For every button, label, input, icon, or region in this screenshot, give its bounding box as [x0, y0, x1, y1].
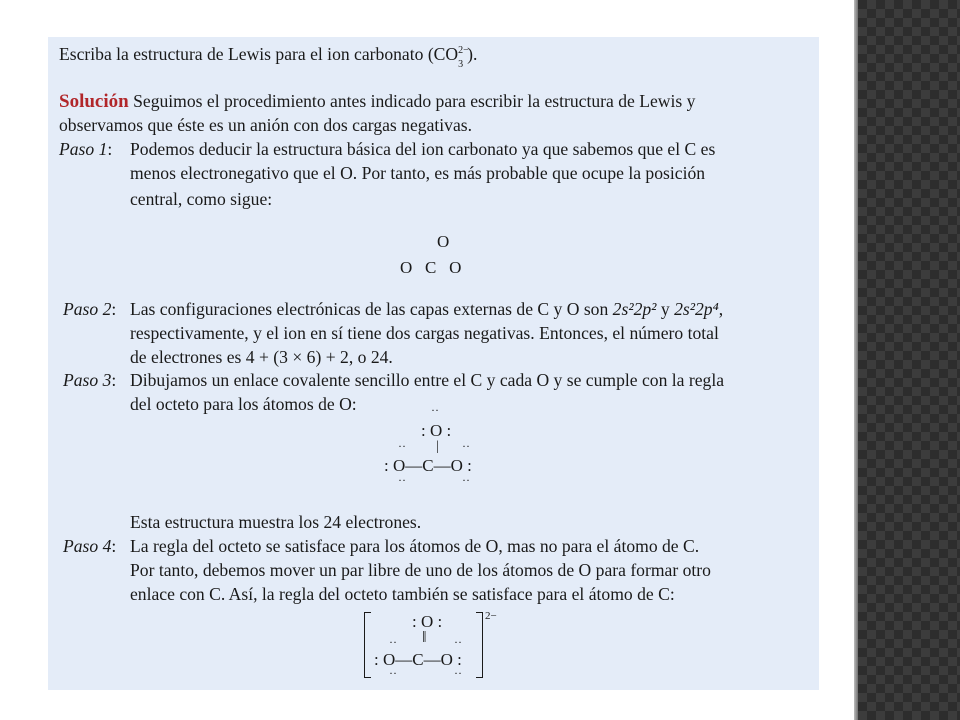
- step3-colon: :: [111, 370, 117, 390]
- step2-label: Paso 2: [63, 299, 112, 319]
- right-bracket: [476, 612, 483, 678]
- lewis2-right-bottom-dots: ··: [454, 666, 462, 680]
- step1-label: Paso 1: [59, 139, 108, 159]
- content-card: [48, 37, 819, 690]
- lewis1-right-dots: ··: [462, 439, 470, 453]
- skeleton-row: O C O: [400, 258, 462, 277]
- step2-line-1: [130, 296, 723, 322]
- step4-label: Paso 4: [63, 536, 112, 556]
- solution-label: Solución: [59, 91, 129, 112]
- step2-label-wrap: [63, 296, 116, 322]
- lewis2-left-dots: ··: [389, 635, 397, 649]
- lewis1-vertical-bond: |: [436, 439, 439, 454]
- decorative-side-panel: [858, 0, 960, 720]
- step3-label-wrap: [63, 367, 116, 393]
- step3-line-2: del octeto para los átomos de O:: [130, 394, 357, 414]
- step2-line-3: de electrones es 4 + (3 × 6) + 2, o 24.: [130, 347, 393, 367]
- step4-line-2: Por tanto, debemos mover un par libre de uno de los átomos de O para formar otro: [130, 560, 711, 580]
- problem-statement: [59, 41, 478, 70]
- formula-charge: 2−: [458, 45, 469, 56]
- step2-colon: :: [111, 299, 117, 319]
- lewis2-top-oxygen: : O :: [412, 612, 443, 631]
- lewis1-top-oxygen: : O :: [421, 421, 452, 440]
- step4-colon: :: [111, 536, 117, 556]
- lewis1-row: : O—C—O :: [384, 456, 472, 475]
- step2-line1-a: Las configuraciones electrónicas de las capas externas de C y O son: [130, 299, 613, 319]
- ion-charge: 2−: [485, 610, 497, 622]
- skeleton-top-oxygen: O: [437, 232, 450, 251]
- step4-label-wrap: [63, 533, 116, 559]
- lewis1-left-dots: ··: [398, 439, 406, 453]
- step2-line-2: respectivamente, y el ion en sí tiene dos cargas negativas. Entonces, el número total: [130, 323, 719, 343]
- step2-line1-b: y: [656, 299, 675, 319]
- solution-line-2: observamos que éste es un anión con dos cargas negativas.: [59, 115, 473, 135]
- step2-line1-c: ,: [718, 299, 724, 319]
- formula-subscript: 3: [458, 59, 464, 70]
- lewis1-top-dots: ··: [431, 403, 439, 417]
- step1-label-wrap: [59, 136, 112, 162]
- lewis1-left-bottom-dots: ··: [398, 473, 406, 487]
- lewis2-left-bottom-dots: ··: [389, 666, 397, 680]
- step3-label: Paso 3: [63, 370, 112, 390]
- problem-text: Escriba la estructura de Lewis para el ion carbonato (CO: [59, 44, 459, 64]
- step1-line-2: menos electronegativo que el O. Por tanto, es más probable que ocupe la posición: [130, 163, 706, 183]
- config-oxygen: 2s²2p⁴: [674, 299, 719, 319]
- lewis2-row: : O—C—O :: [374, 650, 462, 669]
- step3-conclusion: Esta estructura muestra los 24 electrones.: [130, 512, 422, 532]
- lewis1-right-bottom-dots: ··: [462, 473, 470, 487]
- left-bracket: [364, 612, 371, 678]
- step3-line-1: Dibujamos un enlace covalente sencillo entre el C y cada O y se cumple con la regla: [130, 370, 725, 390]
- lewis2-double-bond: ‖: [422, 629, 427, 646]
- step4-line-1: La regla del octeto se satisface para los átomos de O, mas no para el átomo de C.: [130, 536, 700, 556]
- solution-line-1: [59, 88, 695, 115]
- step1-line-3: central, como sigue:: [130, 189, 273, 209]
- step1-colon: :: [107, 139, 113, 159]
- step4-line-3: enlace con C. Así, la regla del octeto también se satisface para el átomo de C:: [130, 584, 675, 604]
- problem-close: ).: [467, 44, 478, 64]
- step1-line-1: Podemos deducir la estructura básica del ion carbonato ya que sabemos que el C es: [130, 139, 716, 159]
- carbonate-formula-scripts: [458, 45, 469, 70]
- lewis2-right-dots: ··: [454, 635, 462, 649]
- config-carbon: 2s²2p²: [612, 299, 657, 319]
- solution-text: Seguimos el procedimiento antes indicado para escribir la estructura de Lewis y: [128, 91, 696, 111]
